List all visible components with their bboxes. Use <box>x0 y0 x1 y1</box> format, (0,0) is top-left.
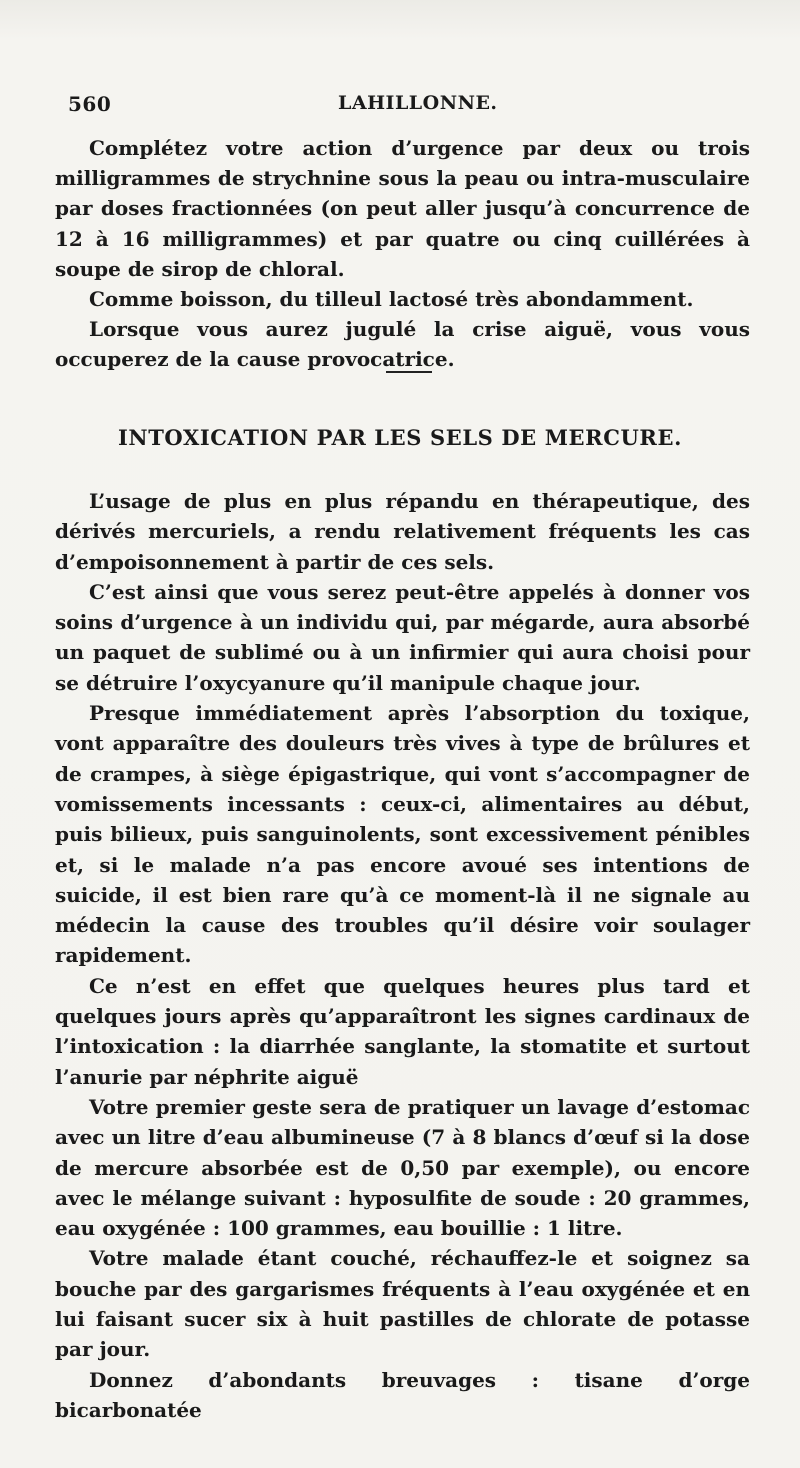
page-header <box>68 92 748 118</box>
paragraph: Ce n’est en effet que quelques heures plus tard et quelques jours après qu’apparaîtront les signes cardinaux de l’intoxication : la diarrhée sanglante, la stomatite et surtout l’anurie par néphrite aiguë <box>55 973 750 1089</box>
paragraph: Comme boisson, du tilleul lactosé très abondamment. <box>89 287 694 312</box>
continued-text <box>55 133 750 375</box>
page-number: 560 <box>68 92 112 116</box>
paragraph: Complétez votre action d’urgence par deux ou trois milligrammes de strychnine sous la peau ou intra-musculaire par doses fractionnées (on peut aller jusqu’à concurrence de 12 à 16 milligrammes) et par quatre ou cinq cuillérées à soupe de sirop de chloral. <box>55 136 750 281</box>
section-body <box>55 486 750 1425</box>
paragraph: Donnez d’abondants breuvages : tisane d’orge bicarbonatée <box>55 1367 750 1422</box>
paragraph: C’est ainsi que vous serez peut-être appelés à donner vos soins d’urgence à un individu qui, par mégarde, aura absorbé un paquet de sublimé ou à un infirmier qui aura choisi pour se détruire l’oxycyanure qu’il manipule chaque jour. <box>55 579 750 695</box>
running-head: LAHILLONNE. <box>338 92 498 114</box>
paragraph: Votre malade étant couché, réchauffez-le et soignez sa bouche par des gargarismes fréquents à l’eau oxygénée et en lui faisant sucer six à huit pastilles de chlorate de potasse par jour. <box>55 1246 750 1362</box>
section-title: INTOXICATION PAR LES SELS DE MERCURE. <box>117 425 682 450</box>
section-divider <box>386 371 432 373</box>
paragraph: L’usage de plus en plus répandu en thérapeutique, des dérivés mercuriels, a rendu relativement fréquents les cas d’empoisonnement à partir de ces sels. <box>55 489 750 574</box>
paragraph: Votre premier geste sera de pratiquer un lavage d’estomac avec un litre d’eau albumineuse (7 à 8 blancs d’œuf si la dose de mercure absorbée est de 0,50 par exemple), ou encore avec le mélange suivant : hyposulfite de soude : 20 grammes, eau oxygénée : 100 grammes, eau bouillie : 1 litre. <box>55 1094 750 1241</box>
paragraph: Lorsque vous aurez jugulé la crise aiguë, vous vous occuperez de la cause provocatrice. <box>55 317 750 372</box>
paragraph: Presque immédiatement après l’absorption du toxique, vont apparaître des douleurs très vives à type de brûlures et de crampes, à siège épigastrique, qui vont s’accompagner de vomissements incessants : ceux-ci, alimentaires au début, puis bilieux, puis sanguinolents, sont excessivement pénibles et, si le malade n’a pas encore avoué ses intentions de suicide, il est bien rare qu’à ce moment-là il ne signale au médecin la cause des troubles qu’il désire voir soulager rapidement. <box>55 701 750 968</box>
